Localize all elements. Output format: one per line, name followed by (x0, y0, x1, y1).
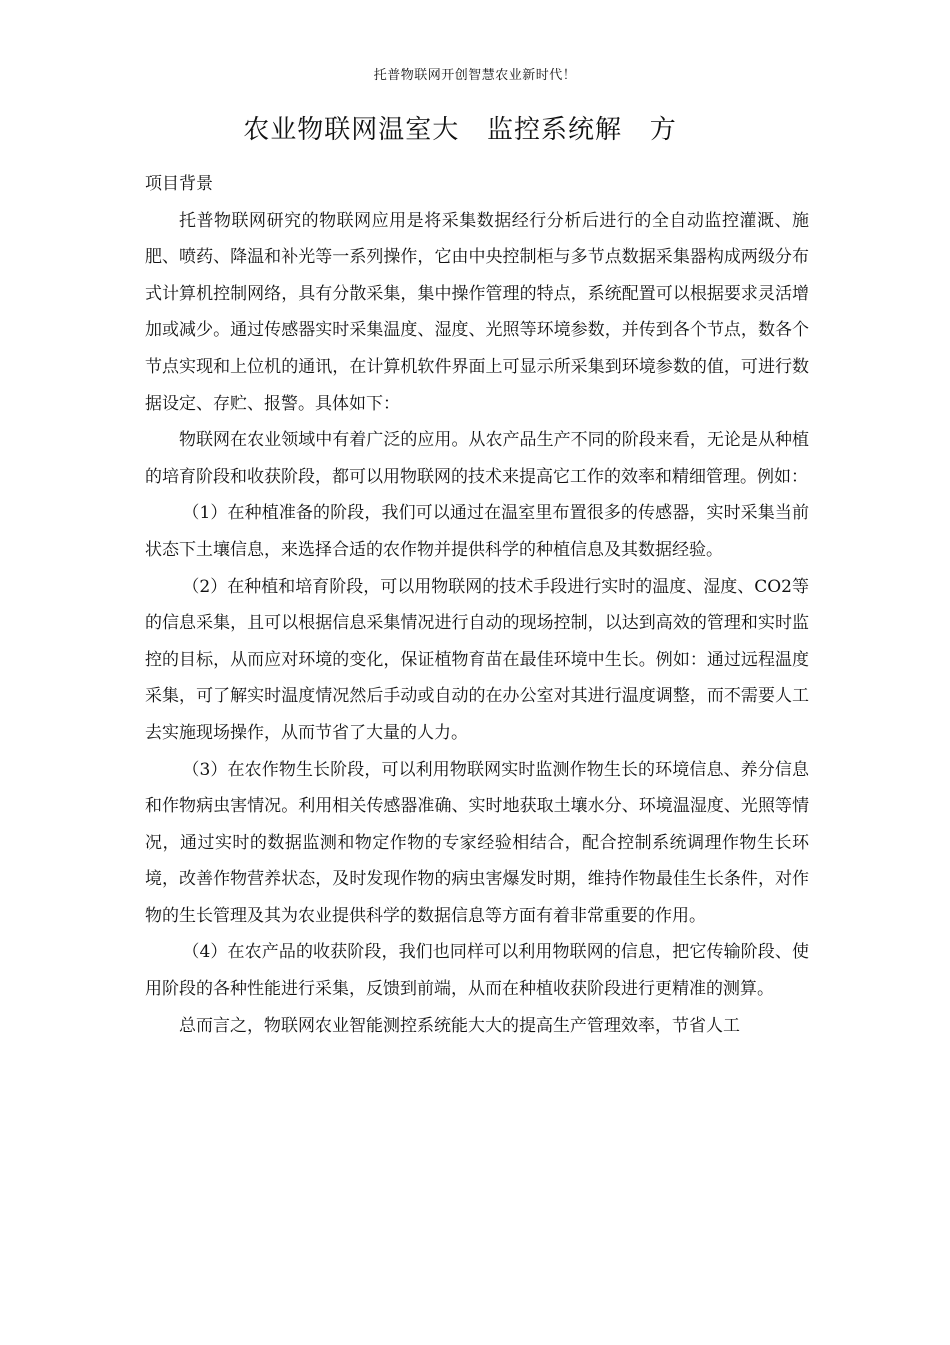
section-heading-project-background: 项目背景 (145, 174, 213, 194)
document-title: 农业物联网温室大 监控系统解 方 (243, 115, 677, 145)
paragraph-stage-harvest: （4）在农产品的收获阶段，我们也同样可以利用物联网的信息，把它传输阶段、使用阶段的各种性能进行采集，反馈到前端，从而在种植收获阶段进行更精准的测算。 (145, 942, 809, 1000)
paragraph-summary: 总而言之，物联网农业智能测控系统能大大的提高生产管理效率，节省人工 (179, 1015, 740, 1036)
paragraph-stage-preparation: （1）在种植准备的阶段，我们可以通过在温室里布置很多的传感器，实时采集当前状态下土壤信息，来选择合适的农作物并提供科学的种植信息及其数据经验。 (145, 503, 809, 560)
paragraph-stage-cultivation: （2）在种植和培育阶段，可以用物联网的技术手段进行实时的温度、湿度、CO2等的信息采集，且可以根据信息采集情况进行自动的现场控制，以达到高效的管理和实时监控的目标，从而应对环境的变化，保证植物育苗在最佳环境中生长。例如：通过远程温度采集，可了解实时温度情况然后手动或自动的在办公室对其进行温度调整，而不需要人工去实施现场操作，从而节省了大量的人力。 (145, 576, 809, 743)
document-body (145, 166, 809, 1044)
paragraph-overview: 托普物联网研究的物联网应用是将采集数据经行分析后进行的全自动监控灌溉、施肥、喷药、降温和补光等一系列操作，它由中央控制柜与多节点数据采集器构成两级分布式计算机控制网络，具有分散采集，集中操作管理的特点，系统配置可以根据要求灵活增加或减少。通过传感器实时采集温度、湿度、光照等环境参数，并传到各个节点，数各个节点实现和上位机的通讯，在计算机软件界面上可显示所采集到环境参数的值，可进行数据设定、存贮、报警。具体如下： (145, 210, 809, 414)
page-header-slogan: 托普物联网开创智慧农业新时代！ (373, 68, 577, 83)
paragraph-stage-growth: （3）在农作物生长阶段，可以利用物联网实时监测作物生长的环境信息、养分信息和作物病虫害情况。利用相关传感器准确、实时地获取土壤水分、环境温湿度、光照等情况，通过实时的数据监测和物定作物的专家经验相结合，配合控制系统调理作物生长环境，改善作物营养状态，及时发现作物的病虫害爆发时期，维持作物最佳生长条件，对作物的生长管理及其为农业提供科学的数据信息等方面有着非常重要的作用。 (145, 759, 809, 926)
paragraph-applications: 物联网在农业领域中有着广泛的应用。从农产品生产不同的阶段来看，无论是从种植的培育阶段和收获阶段，都可以用物联网的技术来提高它工作的效率和精细管理。例如： (145, 430, 809, 487)
